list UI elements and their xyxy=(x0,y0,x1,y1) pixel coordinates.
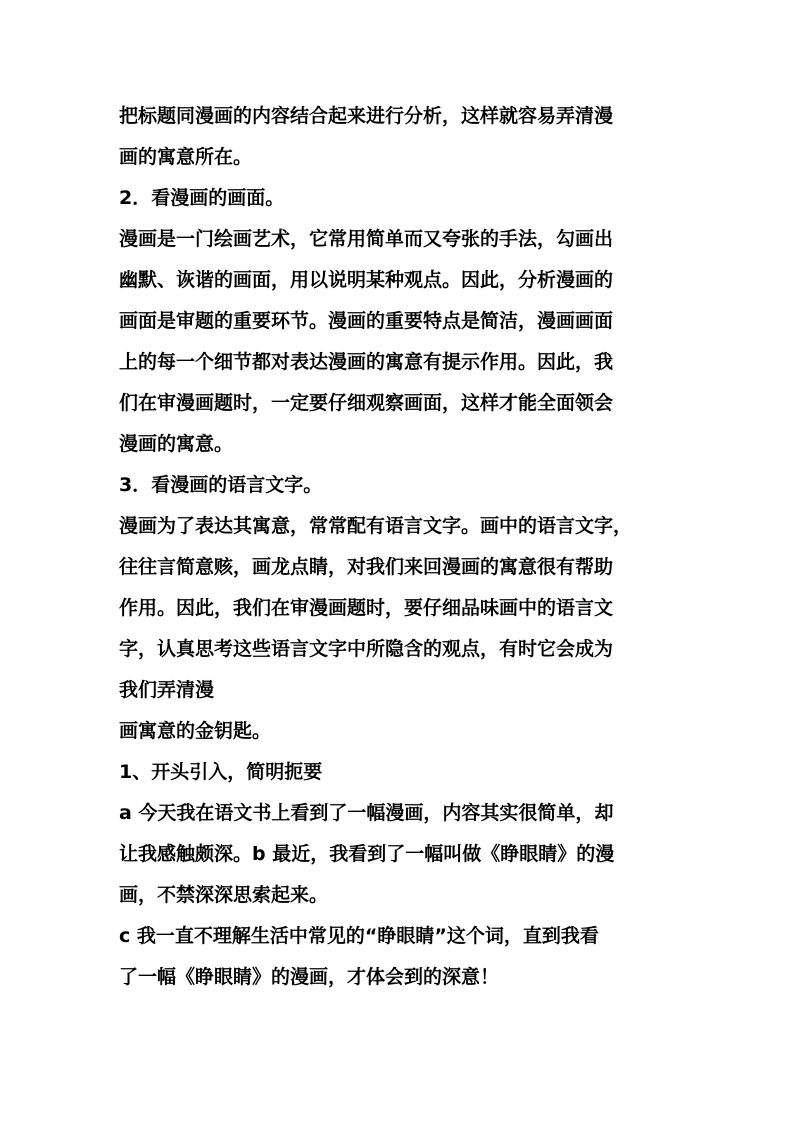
text-line: a 今天我在语文书上看到了一幅漫画，内容其实很简单，却 xyxy=(119,802,614,824)
section-heading: 3．看漫画的语言文字。 xyxy=(119,474,323,496)
text-line: 字，认真思考这些语言文字中所隐含的观点，有时它会成为 xyxy=(119,638,614,660)
document-page xyxy=(119,101,679,1003)
text-line: 上的每一个细节都对表达漫画的寓意有提示作用。因此，我 xyxy=(119,351,614,373)
section-heading: 2．看漫画的画面。 xyxy=(119,187,285,209)
text-line: 了一幅《睁眼睛》的漫画，才体会到的深意！ xyxy=(119,966,500,988)
text-line: 画寓意的金钥匙。 xyxy=(119,720,272,742)
text-line: 幽默、诙谐的画面，用以说明某种观点。因此，分析漫画的 xyxy=(119,269,614,291)
text-line: 们在审漫画题时，一定要仔细观察画面，这样才能全面领会 xyxy=(119,392,614,414)
text-line: 作用。因此，我们在审漫画题时，要仔细品味画中的语言文 xyxy=(119,597,614,619)
text-line: 画的寓意所在。 xyxy=(119,146,253,168)
text-line: 画，不禁深深思索起来。 xyxy=(119,884,329,906)
text-line: 让我感触颇深。b 最近，我看到了一幅叫做《睁眼睛》的漫 xyxy=(119,843,615,865)
text-line: 漫画的寓意。 xyxy=(119,433,234,455)
text-line: 我们弄清漫 xyxy=(119,679,215,701)
text-line: 漫画是一门绘画艺术，它常用简单而又夸张的手法，勾画出 xyxy=(119,228,614,250)
text-line: 漫画为了表达其寓意，常常配有语言文字。画中的语言文字， xyxy=(119,515,633,537)
text-line: c 我一直不理解生活中常见的“睁眼睛”这个词，直到我看 xyxy=(119,925,599,947)
section-heading: 1、开头引入，简明扼要 xyxy=(119,761,323,783)
text-line: 画面是审题的重要环节。漫画的重要特点是简洁，漫画画面 xyxy=(119,310,614,332)
text-line: 把标题同漫画的内容结合起来进行分析，这样就容易弄清漫 xyxy=(119,105,614,127)
text-line: 往往言简意赅，画龙点睛，对我们来回漫画的寓意很有帮助 xyxy=(119,556,614,578)
